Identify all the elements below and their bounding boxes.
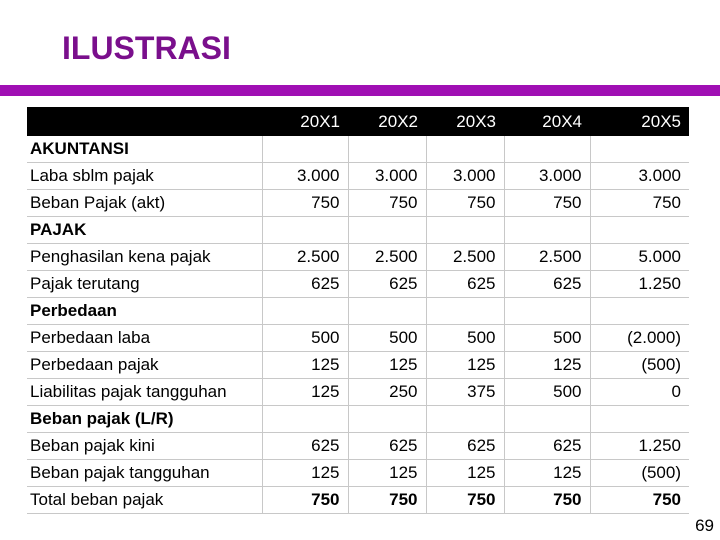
row-label: Total beban pajak xyxy=(27,487,262,514)
value-cell: (2.000) xyxy=(590,325,689,352)
value-cell: (500) xyxy=(590,460,689,487)
row-label: Beban pajak tangguhan xyxy=(27,460,262,487)
value-cell: 125 xyxy=(504,352,590,379)
table-row xyxy=(27,190,689,217)
row-label: Perbedaan laba xyxy=(27,325,262,352)
value-cell: 750 xyxy=(426,190,504,217)
value-cell: 500 xyxy=(504,379,590,406)
value-cell: 750 xyxy=(262,487,348,514)
value-cell: 250 xyxy=(348,379,426,406)
value-cell: 625 xyxy=(262,433,348,460)
row-label: Perbedaan xyxy=(27,298,262,325)
title-divider xyxy=(0,85,720,96)
value-cell: 0 xyxy=(590,379,689,406)
table-row xyxy=(27,406,689,433)
row-label: Penghasilan kena pajak xyxy=(27,244,262,271)
value-cell xyxy=(590,217,689,244)
header-cell: 20X1 xyxy=(262,107,348,136)
value-cell xyxy=(426,136,504,163)
value-cell xyxy=(262,217,348,244)
row-label: Pajak terutang xyxy=(27,271,262,298)
value-cell: 750 xyxy=(426,487,504,514)
tax-illustration-table xyxy=(27,107,689,514)
value-cell: 625 xyxy=(348,271,426,298)
value-cell: 750 xyxy=(504,190,590,217)
slide-title: ILUSTRASI xyxy=(62,30,231,66)
value-cell xyxy=(348,298,426,325)
value-cell: 125 xyxy=(348,460,426,487)
value-cell: 500 xyxy=(426,325,504,352)
value-cell: 1.250 xyxy=(590,433,689,460)
value-cell: 625 xyxy=(426,433,504,460)
row-label: Beban pajak (L/R) xyxy=(27,406,262,433)
table-row xyxy=(27,325,689,352)
value-cell: 750 xyxy=(262,190,348,217)
value-cell xyxy=(426,298,504,325)
value-cell xyxy=(348,406,426,433)
table-row xyxy=(27,433,689,460)
value-cell xyxy=(504,136,590,163)
value-cell: 625 xyxy=(504,271,590,298)
value-cell: 625 xyxy=(348,433,426,460)
table-header-row xyxy=(27,107,689,136)
row-label: Liabilitas pajak tangguhan xyxy=(27,379,262,406)
row-label: Beban Pajak (akt) xyxy=(27,190,262,217)
header-cell: 20X4 xyxy=(504,107,590,136)
value-cell: 2.500 xyxy=(262,244,348,271)
table-row xyxy=(27,379,689,406)
value-cell: 125 xyxy=(262,379,348,406)
header-cell: 20X2 xyxy=(348,107,426,136)
value-cell: 750 xyxy=(348,487,426,514)
value-cell xyxy=(590,406,689,433)
value-cell xyxy=(590,136,689,163)
value-cell: 3.000 xyxy=(590,163,689,190)
value-cell: 125 xyxy=(262,460,348,487)
table-row xyxy=(27,460,689,487)
value-cell: 2.500 xyxy=(348,244,426,271)
value-cell: 3.000 xyxy=(262,163,348,190)
value-cell: 1.250 xyxy=(590,271,689,298)
value-cell: 750 xyxy=(590,190,689,217)
value-cell: 3.000 xyxy=(348,163,426,190)
table-row xyxy=(27,271,689,298)
value-cell xyxy=(262,298,348,325)
value-cell: 125 xyxy=(262,352,348,379)
row-label: Perbedaan pajak xyxy=(27,352,262,379)
value-cell xyxy=(262,406,348,433)
value-cell: 750 xyxy=(348,190,426,217)
row-label: Beban pajak kini xyxy=(27,433,262,460)
header-cell: 20X3 xyxy=(426,107,504,136)
value-cell: 625 xyxy=(504,433,590,460)
table-row xyxy=(27,487,689,514)
table-row xyxy=(27,136,689,163)
value-cell: 5.000 xyxy=(590,244,689,271)
value-cell: 2.500 xyxy=(504,244,590,271)
row-label: AKUNTANSI xyxy=(27,136,262,163)
value-cell: 750 xyxy=(504,487,590,514)
value-cell xyxy=(504,406,590,433)
table-row xyxy=(27,298,689,325)
value-cell xyxy=(348,217,426,244)
value-cell: 500 xyxy=(504,325,590,352)
table-row xyxy=(27,163,689,190)
value-cell: 375 xyxy=(426,379,504,406)
value-cell xyxy=(590,298,689,325)
row-label: PAJAK xyxy=(27,217,262,244)
value-cell xyxy=(426,406,504,433)
table-row xyxy=(27,352,689,379)
value-cell xyxy=(504,217,590,244)
value-cell: 3.000 xyxy=(504,163,590,190)
table-row xyxy=(27,217,689,244)
value-cell: 625 xyxy=(262,271,348,298)
value-cell: 500 xyxy=(262,325,348,352)
page-number: 69 xyxy=(695,516,714,535)
value-cell: 625 xyxy=(426,271,504,298)
value-cell xyxy=(262,136,348,163)
row-label: Laba sblm pajak xyxy=(27,163,262,190)
value-cell: 3.000 xyxy=(426,163,504,190)
value-cell: 500 xyxy=(348,325,426,352)
value-cell: 125 xyxy=(426,460,504,487)
value-cell: 125 xyxy=(348,352,426,379)
value-cell xyxy=(504,298,590,325)
value-cell: 125 xyxy=(504,460,590,487)
value-cell: (500) xyxy=(590,352,689,379)
header-cell xyxy=(27,107,262,136)
table-row xyxy=(27,244,689,271)
header-cell: 20X5 xyxy=(590,107,689,136)
value-cell: 125 xyxy=(426,352,504,379)
value-cell: 2.500 xyxy=(426,244,504,271)
value-cell: 750 xyxy=(590,487,689,514)
value-cell xyxy=(426,217,504,244)
value-cell xyxy=(348,136,426,163)
